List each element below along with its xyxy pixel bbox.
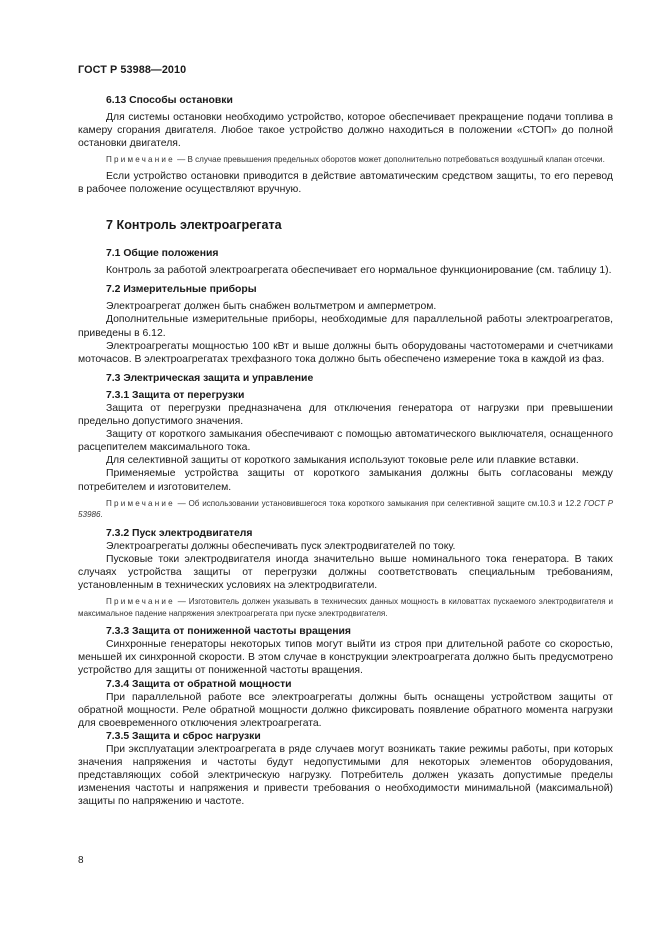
section-6-13-title: 6.13 Способы остановки xyxy=(106,95,233,106)
paragraph: Дополнительные измерительные приборы, необходимые для параллельной работы электроагрегатов, приведены в 6.12. xyxy=(78,314,613,339)
page-number: 8 xyxy=(78,855,84,866)
note xyxy=(78,498,613,521)
paragraph: Электроагрегаты мощностью 100 кВт и выше должны быть оборудованы частотомерами и счетчиками моточасов. В электроагрегатах трехфазного тока должно быть обеспечено измерение тока в каждой из фаз. xyxy=(78,340,613,365)
section-7-3-5-title: 7.3.5 Защита и сброс нагрузки xyxy=(106,730,261,742)
paragraph: Защита от перегрузки предназначена для отключения генератора от нагрузки при превышении предельно допустимого значения. xyxy=(78,403,613,428)
note-text: — Об использовании установившегося тока короткого замыкания при селективной защите см.10.3 и 12.2 xyxy=(174,498,584,508)
note-label: Примечание xyxy=(106,155,175,165)
paragraph: При эксплуатации электроагрегата в ряде случаев могут возникать такие режимы работы, при которых значения напряжения и частоты будут недопустимыми для некоторых элементов оборудования, представляющих собой электрическую нагрузку. Потребитель должен указать допустимые пределы изменения частоты и напряжения и привести требования о необходимости минимальной (максимальной) защиты по напряжению и частоте. xyxy=(78,743,613,808)
paragraph: Для системы остановки необходимо устройство, которое обеспечивает прекращение подачи топлива в камеру сгорания двигателя. Любое такое устройство должно находиться в положении «СТОП» до полной остановки двигателя. xyxy=(78,112,613,150)
note-text: — В случае превышения предельных оборотов может дополнительно потребоваться воздушный клапан отсечки. xyxy=(174,155,605,165)
section-7-3-1-title: 7.3.1 Защита от перегрузки xyxy=(106,389,245,401)
section-7-3-2-title: 7.3.2 Пуск электродвигателя xyxy=(106,527,253,539)
section-7-2-title: 7.2 Измерительные приборы xyxy=(106,284,257,296)
paragraph: Электроагрегаты должны обеспечивать пуск электродвигателей по току. xyxy=(106,540,456,552)
paragraph: Для селективной защиты от короткого замыкания используют токовые реле или плавкие вставки. xyxy=(106,455,579,467)
standard-reference: ГОСТ Р 53986 xyxy=(78,498,613,520)
paragraph: Применяемые устройства защиты от короткого замыкания должны быть согласованы между потребителем и изготовителем. xyxy=(78,468,613,493)
section-7-3-3-title: 7.3.3 Защита от пониженной частоты вращения xyxy=(106,626,351,638)
paragraph: Пусковые токи электродвигателя иногда значительно выше номинального тока генератора. В таких случаях устройства защиты от перегрузки должны соответствовать специальным требованиям, установленным в технических условиях на электродвигатели. xyxy=(78,553,613,592)
document-body xyxy=(78,94,613,808)
paragraph: При параллельной работе все электроагрегаты должны быть оснащены устройством защиты от обратной мощности. Реле обратной мощности должно фиксировать появление обратного момента нагрузки для своевременного отключения электроагрегата. xyxy=(78,691,613,729)
paragraph: Если устройство остановки приводится в действие автоматическим средством защиты, то его перевод в рабочее положение осуществляют вручную. xyxy=(78,170,613,195)
document-header: ГОСТ Р 53988—2010 xyxy=(78,64,187,76)
note xyxy=(78,154,613,166)
note xyxy=(78,596,613,619)
note-text: — Изготовитель должен указывать в технических данных мощность в киловаттах пускаемого электродвигателя и максимальное падение напряжения электроагрегата при пуске электродвигателя. xyxy=(78,597,613,618)
section-7-3-4-title: 7.3.4 Защита от обратной мощности xyxy=(106,678,292,690)
paragraph: Контроль за работой электроагрегата обеспечивает его нормальное функционирование (см. таблицу 1). xyxy=(106,265,612,277)
note-end: . xyxy=(100,510,103,520)
section-7-1-title: 7.1 Общие положения xyxy=(106,248,219,260)
paragraph: Синхронные генераторы некоторых типов могут выйти из строя при длительной работе со скоростью, меньшей их синхронной скорости. В этом случае в конструкции электроагрегата должно быть предусмотрено устройство для защиты от пониженной частоты вращения. xyxy=(78,639,613,677)
paragraph: Электроагрегат должен быть снабжен вольтметром и амперметром. xyxy=(106,301,437,313)
section-7-title: 7 Контроль электроагрегата xyxy=(106,218,282,233)
section-7-3-title: 7.3 Электрическая защита и управление xyxy=(106,372,314,384)
note-label: Примечание xyxy=(106,498,175,508)
note-label: Примечание xyxy=(106,597,175,607)
paragraph: Защиту от короткого замыкания обеспечивают с помощью автоматического выключателя, оснащенного расцепителем максимального тока. xyxy=(78,429,613,454)
